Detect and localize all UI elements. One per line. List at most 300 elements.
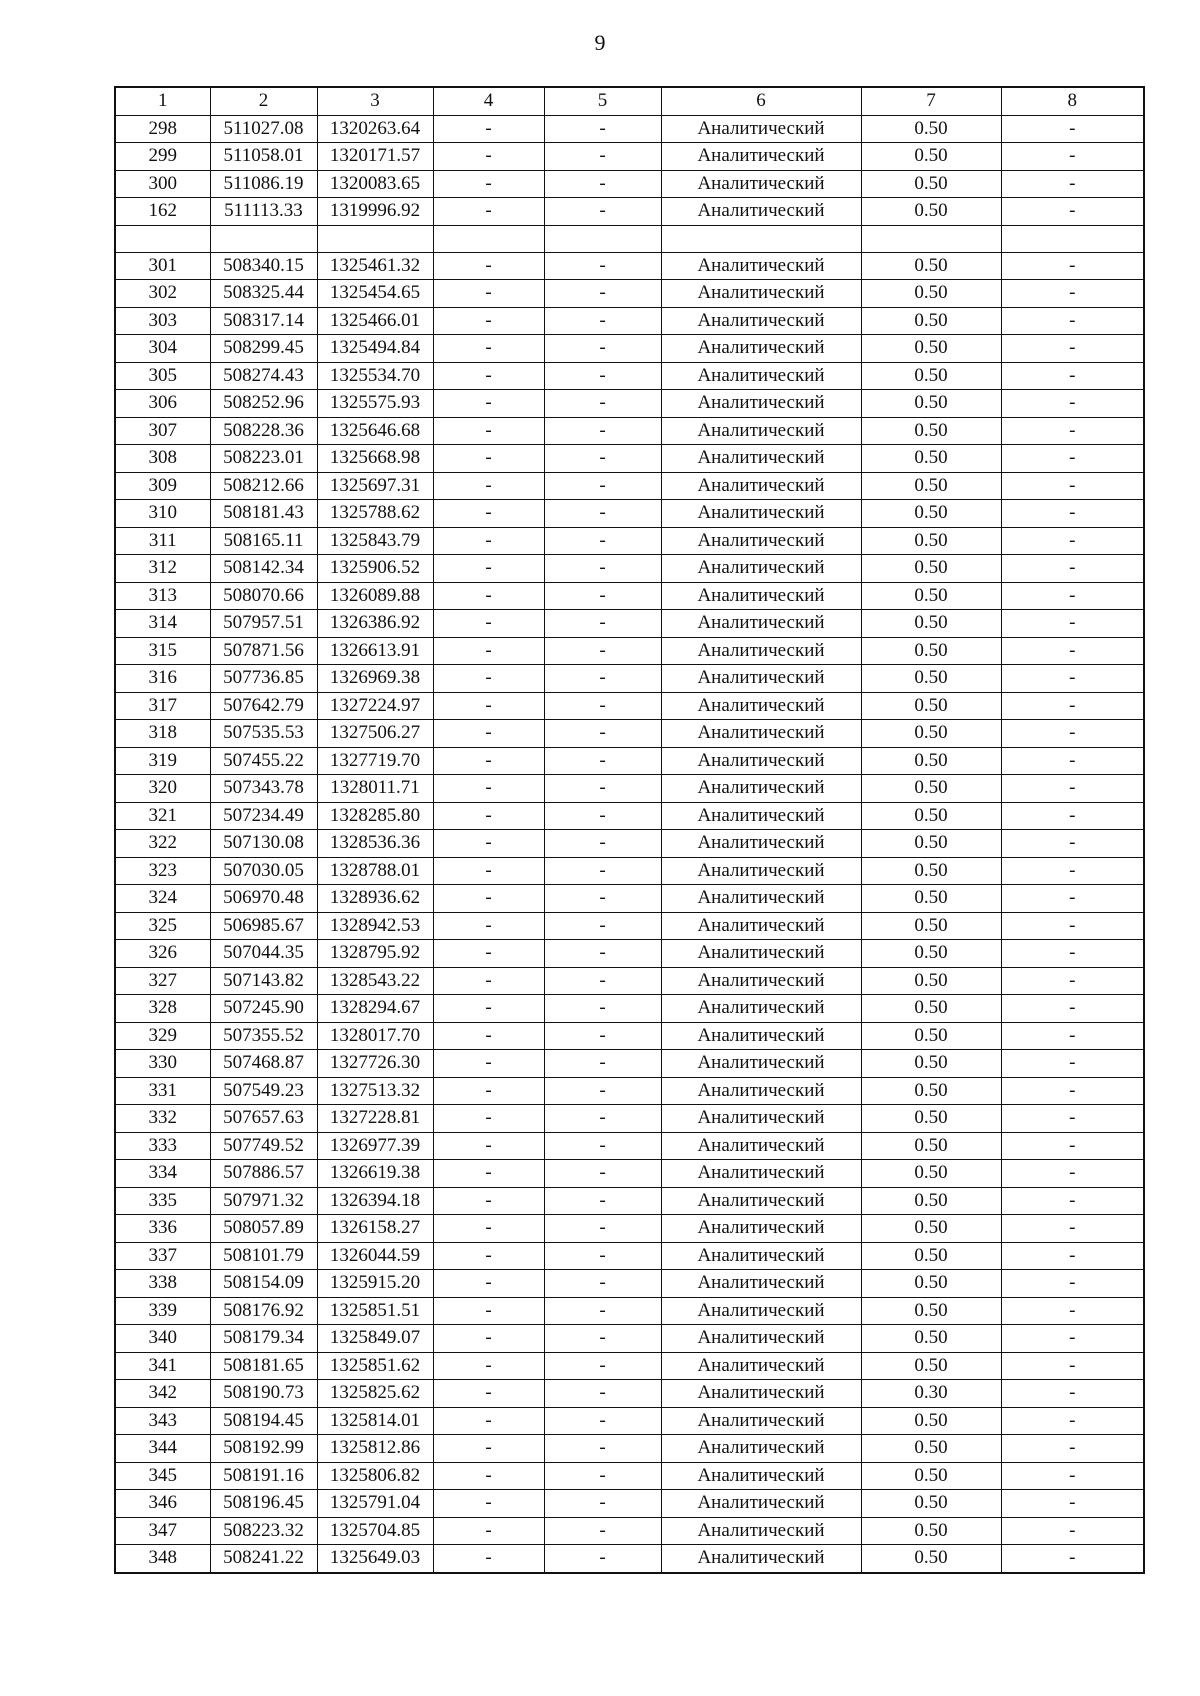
column-header: 6 — [661, 87, 861, 115]
table-cell: 320 — [115, 775, 210, 803]
table-row — [115, 115, 1144, 143]
table-cell: 344 — [115, 1435, 210, 1463]
table-cell: - — [544, 1132, 661, 1160]
table-cell: 0.50 — [861, 143, 1001, 171]
table-cell: - — [1001, 747, 1144, 775]
table-cell: - — [433, 335, 544, 363]
table-cell: - — [544, 637, 661, 665]
table-cell: - — [544, 445, 661, 473]
table-cell: - — [433, 1105, 544, 1133]
table-cell: - — [433, 390, 544, 418]
table-cell: 508317.14 — [210, 307, 317, 335]
table-cell: 1325825.62 — [317, 1380, 433, 1408]
table-cell: - — [433, 280, 544, 308]
column-header: 3 — [317, 87, 433, 115]
table-cell: 0.50 — [861, 912, 1001, 940]
table-cell: 0.50 — [861, 1435, 1001, 1463]
table-cell: - — [433, 198, 544, 226]
table-cell: Аналитический — [661, 1077, 861, 1105]
table-cell: - — [1001, 1407, 1144, 1435]
table-cell: 1326619.38 — [317, 1160, 433, 1188]
table-cell: - — [1001, 472, 1144, 500]
table-cell: - — [1001, 1187, 1144, 1215]
table-cell: - — [544, 885, 661, 913]
table-cell: 1325646.68 — [317, 417, 433, 445]
table-cell: Аналитический — [661, 775, 861, 803]
table-cell: 346 — [115, 1490, 210, 1518]
table-cell: - — [433, 1545, 544, 1573]
table-cell: - — [544, 143, 661, 171]
table-cell: Аналитический — [661, 555, 861, 583]
table-row — [115, 1050, 1144, 1078]
table-cell: 1325788.62 — [317, 500, 433, 528]
table-cell: 300 — [115, 170, 210, 198]
table-cell: 332 — [115, 1105, 210, 1133]
table-cell: - — [544, 582, 661, 610]
table-cell: 0.50 — [861, 1462, 1001, 1490]
table-row — [115, 527, 1144, 555]
table-cell: 0.50 — [861, 1297, 1001, 1325]
table-cell: 1327224.97 — [317, 692, 433, 720]
page-number: 9 — [594, 30, 606, 55]
table-cell: - — [1001, 1105, 1144, 1133]
table-row — [115, 1022, 1144, 1050]
table-cell: - — [1001, 830, 1144, 858]
table-row — [115, 720, 1144, 748]
table-cell: 0.50 — [861, 1517, 1001, 1545]
table-cell: 328 — [115, 995, 210, 1023]
table-cell: 1328788.01 — [317, 857, 433, 885]
table-cell: - — [433, 417, 544, 445]
table-cell: Аналитический — [661, 1352, 861, 1380]
table-cell: - — [1001, 1077, 1144, 1105]
table-cell: 507957.51 — [210, 610, 317, 638]
table-cell: - — [544, 1215, 661, 1243]
table-cell: 507234.49 — [210, 802, 317, 830]
table-cell: 0.50 — [861, 775, 1001, 803]
table-cell: 0.50 — [861, 170, 1001, 198]
table-row — [115, 1077, 1144, 1105]
table-cell: 162 — [115, 198, 210, 226]
table-cell: - — [544, 720, 661, 748]
table-cell: - — [544, 115, 661, 143]
table-cell: - — [433, 720, 544, 748]
table-cell: Аналитический — [661, 1517, 861, 1545]
table-cell: 508057.89 — [210, 1215, 317, 1243]
table-cell: - — [1001, 170, 1144, 198]
table-cell: 309 — [115, 472, 210, 500]
table-cell: Аналитический — [661, 390, 861, 418]
table-cell: 0.50 — [861, 1545, 1001, 1573]
table-cell: - — [433, 775, 544, 803]
table-cell: - — [1001, 1490, 1144, 1518]
table-cell: - — [1001, 555, 1144, 583]
table-cell: Аналитический — [661, 940, 861, 968]
table-cell: - — [1001, 1050, 1144, 1078]
table-cell: 0.50 — [861, 1105, 1001, 1133]
table-row — [115, 472, 1144, 500]
table-body — [115, 115, 1144, 1573]
table-cell: 318 — [115, 720, 210, 748]
table-cell: 0.50 — [861, 692, 1001, 720]
table-cell: 313 — [115, 582, 210, 610]
table-cell: 1327726.30 — [317, 1050, 433, 1078]
table-cell: 0.50 — [861, 802, 1001, 830]
table-cell: - — [544, 307, 661, 335]
table-cell: - — [544, 362, 661, 390]
table-cell: 1325843.79 — [317, 527, 433, 555]
table-cell: 507971.32 — [210, 1187, 317, 1215]
table-cell: 507549.23 — [210, 1077, 317, 1105]
table-cell: - — [544, 1242, 661, 1270]
table-row — [115, 1352, 1144, 1380]
table-row — [115, 390, 1144, 418]
table-cell: 1326977.39 — [317, 1132, 433, 1160]
table-cell: 0.50 — [861, 747, 1001, 775]
table-cell: Аналитический — [661, 747, 861, 775]
table-cell: - — [433, 967, 544, 995]
table-cell: 508181.43 — [210, 500, 317, 528]
table-cell: 0.50 — [861, 857, 1001, 885]
table-cell: - — [544, 1297, 661, 1325]
table-cell: - — [433, 445, 544, 473]
table-cell: - — [1001, 720, 1144, 748]
table-cell: Аналитический — [661, 143, 861, 171]
table-cell: 0.50 — [861, 582, 1001, 610]
table-cell: - — [1001, 995, 1144, 1023]
table-cell: - — [1001, 857, 1144, 885]
table-row — [115, 335, 1144, 363]
table-cell: - — [1001, 775, 1144, 803]
column-header: 5 — [544, 87, 661, 115]
table-cell: - — [1001, 1435, 1144, 1463]
table-cell: 507355.52 — [210, 1022, 317, 1050]
table-cell: - — [544, 1352, 661, 1380]
table-cell: - — [1001, 1297, 1144, 1325]
table-cell: 1325906.52 — [317, 555, 433, 583]
table-cell: Аналитический — [661, 830, 861, 858]
table-cell: 508070.66 — [210, 582, 317, 610]
table-cell: 1328285.80 — [317, 802, 433, 830]
table-cell: 341 — [115, 1352, 210, 1380]
table-cell: - — [1001, 1215, 1144, 1243]
table-cell: Аналитический — [661, 1435, 861, 1463]
table-cell: - — [433, 1517, 544, 1545]
table-row — [115, 307, 1144, 335]
table-cell: Аналитический — [661, 1105, 861, 1133]
table-cell: Аналитический — [661, 692, 861, 720]
table-cell: - — [544, 610, 661, 638]
table-cell: 0.50 — [861, 665, 1001, 693]
table-cell: 1325812.86 — [317, 1435, 433, 1463]
table-cell: - — [1001, 445, 1144, 473]
table-cell: 507044.35 — [210, 940, 317, 968]
table-cell: 0.50 — [861, 1490, 1001, 1518]
table-row — [115, 1105, 1144, 1133]
table-row — [115, 857, 1144, 885]
table-cell: 1325806.82 — [317, 1462, 433, 1490]
table-cell: 507468.87 — [210, 1050, 317, 1078]
table-cell: - — [433, 1077, 544, 1105]
table-cell: 508101.79 — [210, 1242, 317, 1270]
table-cell: 1325814.01 — [317, 1407, 433, 1435]
table-cell: - — [544, 1105, 661, 1133]
table-cell: 334 — [115, 1160, 210, 1188]
table-cell: 508223.01 — [210, 445, 317, 473]
table-cell: - — [544, 1022, 661, 1050]
coordinates-table — [114, 86, 1145, 1574]
table-cell: 347 — [115, 1517, 210, 1545]
table-cell: 340 — [115, 1325, 210, 1353]
table-cell: 308 — [115, 445, 210, 473]
table-cell: - — [433, 582, 544, 610]
table-cell: 0.50 — [861, 1352, 1001, 1380]
table-cell: 0.50 — [861, 885, 1001, 913]
table-cell: - — [433, 1297, 544, 1325]
table-cell: - — [433, 115, 544, 143]
column-header: 7 — [861, 87, 1001, 115]
table-row — [115, 417, 1144, 445]
table-cell: 0.50 — [861, 637, 1001, 665]
table-cell: 0.50 — [861, 1187, 1001, 1215]
table-cell: 1325697.31 — [317, 472, 433, 500]
table-row — [115, 170, 1144, 198]
table-cell: 1326044.59 — [317, 1242, 433, 1270]
table-cell: 327 — [115, 967, 210, 995]
empty-cell — [115, 225, 210, 252]
table-cell: - — [433, 885, 544, 913]
table-row — [115, 362, 1144, 390]
table-cell: Аналитический — [661, 445, 861, 473]
table-cell: 0.50 — [861, 1160, 1001, 1188]
table-cell: 298 — [115, 115, 210, 143]
table-cell: - — [544, 555, 661, 583]
table-cell: 299 — [115, 143, 210, 171]
table-cell: 508241.22 — [210, 1545, 317, 1573]
table-cell: - — [1001, 912, 1144, 940]
table-cell: Аналитический — [661, 335, 861, 363]
table-cell: 1328936.62 — [317, 885, 433, 913]
table-row — [115, 1517, 1144, 1545]
table-cell: 511086.19 — [210, 170, 317, 198]
table-cell: 316 — [115, 665, 210, 693]
table-cell: 0.50 — [861, 1407, 1001, 1435]
table-cell: 508274.43 — [210, 362, 317, 390]
table-cell: - — [433, 1132, 544, 1160]
table-cell: 343 — [115, 1407, 210, 1435]
table-cell: 508252.96 — [210, 390, 317, 418]
table-cell: 1326613.91 — [317, 637, 433, 665]
table-cell: Аналитический — [661, 912, 861, 940]
table-row — [115, 143, 1144, 171]
table-row — [115, 830, 1144, 858]
table-cell: 324 — [115, 885, 210, 913]
table-cell: 507030.05 — [210, 857, 317, 885]
table-cell: 1325461.32 — [317, 252, 433, 280]
table-cell: - — [1001, 1325, 1144, 1353]
table-cell: - — [1001, 527, 1144, 555]
table-cell: - — [544, 1407, 661, 1435]
table-cell: 1325668.98 — [317, 445, 433, 473]
table-cell: - — [433, 1242, 544, 1270]
table-cell: 0.50 — [861, 1132, 1001, 1160]
table-cell: 508154.09 — [210, 1270, 317, 1298]
table-row — [115, 582, 1144, 610]
table-row — [115, 802, 1144, 830]
table-cell: 317 — [115, 692, 210, 720]
column-header: 2 — [210, 87, 317, 115]
empty-cell — [544, 225, 661, 252]
table-cell: - — [433, 747, 544, 775]
table-cell: - — [1001, 582, 1144, 610]
table-cell: 1328017.70 — [317, 1022, 433, 1050]
table-cell: - — [544, 912, 661, 940]
table-cell: 507871.56 — [210, 637, 317, 665]
table-cell: Аналитический — [661, 1160, 861, 1188]
table-cell: - — [1001, 252, 1144, 280]
table-cell: 0.50 — [861, 252, 1001, 280]
table-row — [115, 1215, 1144, 1243]
table-cell: 1327228.81 — [317, 1105, 433, 1133]
table-cell: - — [1001, 1545, 1144, 1573]
table-cell: - — [544, 1077, 661, 1105]
table-cell: - — [1001, 198, 1144, 226]
table-row — [115, 445, 1144, 473]
table-cell: Аналитический — [661, 1325, 861, 1353]
table-cell: - — [433, 1407, 544, 1435]
table-cell: 0.50 — [861, 500, 1001, 528]
table-cell: - — [1001, 1270, 1144, 1298]
table-cell: 0.50 — [861, 280, 1001, 308]
table-cell: - — [1001, 610, 1144, 638]
table-cell: - — [433, 1462, 544, 1490]
table-cell: 0.50 — [861, 1215, 1001, 1243]
table-cell: 508299.45 — [210, 335, 317, 363]
table-cell: Аналитический — [661, 527, 861, 555]
table-cell: - — [433, 995, 544, 1023]
table-cell: - — [433, 1050, 544, 1078]
table-cell: 508181.65 — [210, 1352, 317, 1380]
table-cell: - — [544, 1462, 661, 1490]
table-cell: Аналитический — [661, 1380, 861, 1408]
empty-cell — [210, 225, 317, 252]
table-cell: 0.50 — [861, 1270, 1001, 1298]
table-row — [115, 1435, 1144, 1463]
table-cell: 1325791.04 — [317, 1490, 433, 1518]
table-cell: Аналитический — [661, 665, 861, 693]
table-row — [115, 692, 1144, 720]
table-row — [115, 1545, 1144, 1573]
table-cell: - — [433, 1490, 544, 1518]
separator-row — [115, 225, 1144, 252]
table-cell: 0.50 — [861, 1022, 1001, 1050]
table-cell: 0.50 — [861, 445, 1001, 473]
table-cell: 311 — [115, 527, 210, 555]
table-cell: 304 — [115, 335, 210, 363]
table-cell: 1326394.18 — [317, 1187, 433, 1215]
table-cell: 0.50 — [861, 198, 1001, 226]
table-cell: Аналитический — [661, 1187, 861, 1215]
table-cell: - — [1001, 362, 1144, 390]
table-cell: 1320171.57 — [317, 143, 433, 171]
table-cell: 507535.53 — [210, 720, 317, 748]
table-row — [115, 747, 1144, 775]
table-cell: - — [1001, 1022, 1144, 1050]
table-cell: 0.50 — [861, 1050, 1001, 1078]
table-cell: Аналитический — [661, 1490, 861, 1518]
table-cell: 348 — [115, 1545, 210, 1573]
table-row — [115, 1242, 1144, 1270]
table-cell: 0.50 — [861, 720, 1001, 748]
table-cell: - — [1001, 1242, 1144, 1270]
table-cell: - — [433, 500, 544, 528]
table-cell: 0.50 — [861, 830, 1001, 858]
table-cell: 1328942.53 — [317, 912, 433, 940]
table-cell: - — [433, 1187, 544, 1215]
table-cell: 0.50 — [861, 527, 1001, 555]
table-cell: 0.50 — [861, 115, 1001, 143]
table-cell: 1326969.38 — [317, 665, 433, 693]
table-cell: 1328536.36 — [317, 830, 433, 858]
table-cell: - — [544, 252, 661, 280]
table-cell: Аналитический — [661, 1297, 861, 1325]
table-row — [115, 1187, 1144, 1215]
table-cell: - — [433, 362, 544, 390]
table-cell: - — [433, 692, 544, 720]
table-cell: - — [544, 967, 661, 995]
table-row — [115, 967, 1144, 995]
table-row — [115, 885, 1144, 913]
table-row — [115, 1132, 1144, 1160]
table-cell: - — [544, 472, 661, 500]
table-cell: 1328011.71 — [317, 775, 433, 803]
table-cell: - — [1001, 417, 1144, 445]
table-cell: - — [544, 665, 661, 693]
column-header: 4 — [433, 87, 544, 115]
table-cell: - — [1001, 143, 1144, 171]
table-cell: 511113.33 — [210, 198, 317, 226]
table-cell: 508196.45 — [210, 1490, 317, 1518]
table-row — [115, 665, 1144, 693]
table-cell: - — [544, 857, 661, 885]
table-cell: 310 — [115, 500, 210, 528]
table-cell: - — [433, 610, 544, 638]
table-row — [115, 940, 1144, 968]
table-row — [115, 555, 1144, 583]
table-cell: 507642.79 — [210, 692, 317, 720]
table-cell: - — [433, 1160, 544, 1188]
table-cell: 1325851.62 — [317, 1352, 433, 1380]
table-row — [115, 637, 1144, 665]
table-cell: - — [544, 527, 661, 555]
table-cell: 312 — [115, 555, 210, 583]
table-cell: - — [1001, 1462, 1144, 1490]
table-row — [115, 1160, 1144, 1188]
table-cell: 508223.32 — [210, 1517, 317, 1545]
table-cell: 323 — [115, 857, 210, 885]
table-cell: - — [544, 170, 661, 198]
table-cell: 1325494.84 — [317, 335, 433, 363]
table-cell: - — [1001, 280, 1144, 308]
table-cell: 508212.66 — [210, 472, 317, 500]
table-cell: 307 — [115, 417, 210, 445]
table-cell: Аналитический — [661, 967, 861, 995]
table-cell: 333 — [115, 1132, 210, 1160]
table-cell: 1328795.92 — [317, 940, 433, 968]
table-cell: - — [433, 527, 544, 555]
table-cell: Аналитический — [661, 472, 861, 500]
table-cell: - — [544, 500, 661, 528]
